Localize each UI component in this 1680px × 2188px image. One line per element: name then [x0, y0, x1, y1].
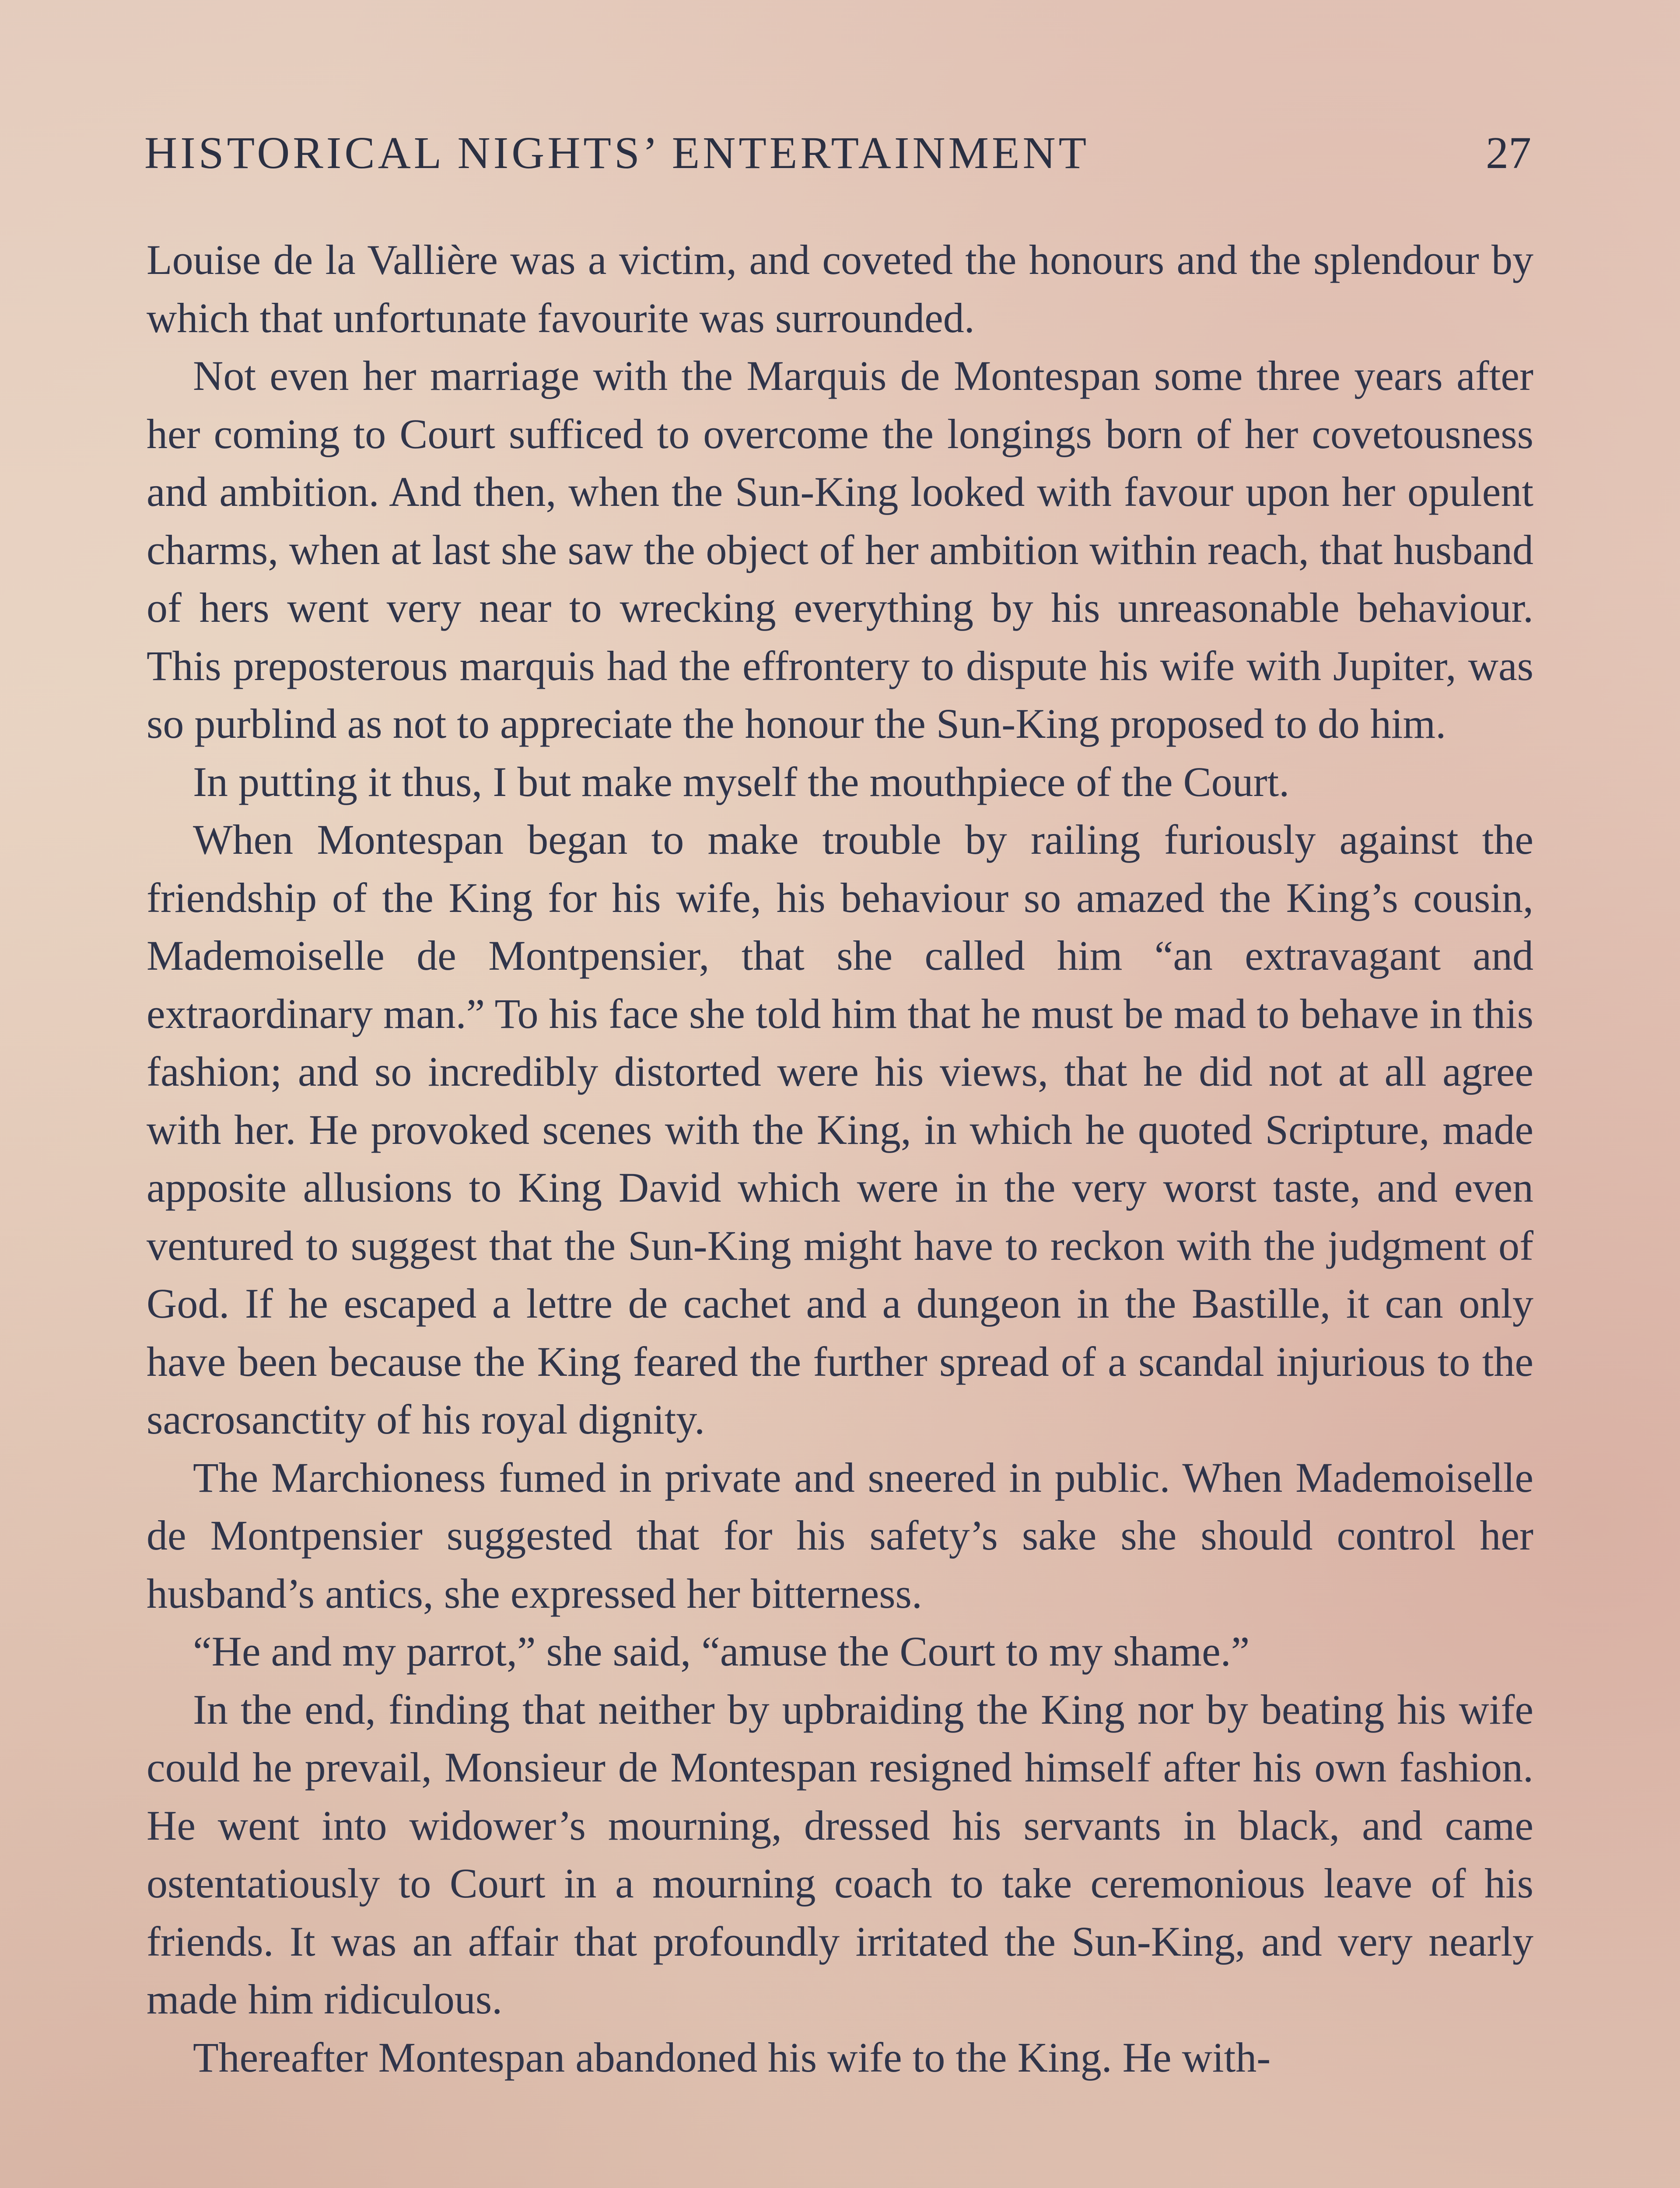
paragraph: Thereafter Montespan abandoned his wife to the King. He with-	[193, 2034, 1271, 2081]
paragraph: In putting it thus, I but make myself the mouthpiece of the Court.	[193, 758, 1290, 805]
paragraph: In the end, finding that neither by upbraiding the King nor by beating his wife could he prevail, Monsieur de Montespan resigned himself after his own fashion. He went into widower’s mourning, dressed his servants in black, and came ostentatiously to Court in a mourning coach to take ceremonious leave of his friends. It was an affair that profoundly irritated the Sun-King, and very nearly made him ridiculous.	[147, 1686, 1533, 2023]
paragraph: The Marchioness fumed in private and sneered in public. When Mademoiselle de Montpensier suggested that for his safety’s sake she should control her husband’s antics, she expressed her bitterness.	[147, 1454, 1533, 1617]
paragraph: When Montespan began to make trouble by railing furiously against the friendship of the King for his wife, his behaviour so amazed the King’s cousin, Mademoiselle de Montpensier, that she called him “an extravagant and extraordinary man.” To his face she told him that he must be mad to behave in this fashion; and so incredibly distorted were his views, that he did not at all agree with her. He provoked scenes with the King, in which he quoted Scripture, made apposite allusions to King David which were in the very worst taste, and even ventured to suggest that the Sun-King might have to reckon with the judgment of God. If he escaped a lettre de cachet and a dungeon in the Bastille, it can only have been because the King feared the further spread of a scandal injurious to the sacrosanctity of his royal dignity.	[147, 816, 1533, 1443]
page-number: 27	[1486, 128, 1531, 178]
body-text	[147, 231, 1533, 2086]
paragraph: “He and my parrot,” she said, “amuse the Court to my shame.”	[193, 1628, 1250, 1675]
paragraph: Louise de la Vallière was a victim, and coveted the honours and the splendour by which that unfortunate favourite was surrounded.	[147, 236, 1533, 341]
page-header	[144, 127, 1531, 193]
paragraph: Not even her marriage with the Marquis de Montespan some three years after her coming to Court sufficed to overcome the longings born of her covetousness and ambition. And then, when the Sun-King looked with favour upon her opulent charms, when at last she saw the object of her ambition within reach, that husband of hers went very near to wrecking everything by his unreasonable behaviour. This preposterous marquis had the effrontery to dispute his wife with Jupiter, was so purblind as not to appreciate the honour the Sun-King proposed to do him.	[147, 352, 1533, 747]
running-head: HISTORICAL NIGHTS’ ENTERTAINMENT	[144, 128, 1090, 178]
